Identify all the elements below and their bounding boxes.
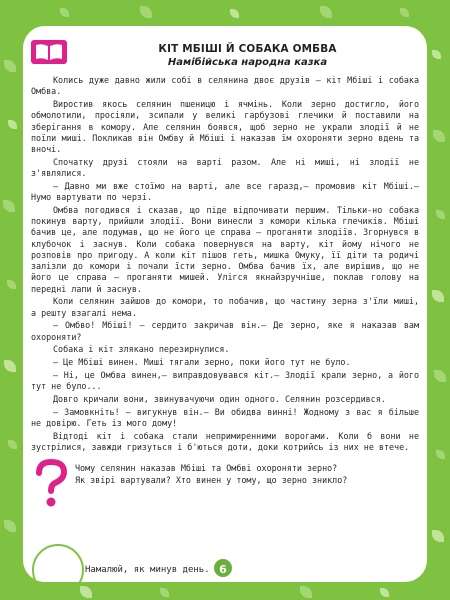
question-mark-icon [31, 459, 71, 509]
leaf-decoration [60, 8, 69, 17]
story-paragraph: Виростив якось селянин пшеницю і ячмінь. Коли зерно достигло, його обмолотили, просіяли, зсипали у великі гарбузові глечики й поставили на зберігання в комору. Але селянин боявся, щоб зерно не украли злодії й не поїли миші. Покликав він Омбву й Мбіші і наказав їм охороняти зерно вдень та вночі. [31, 99, 419, 154]
leaf-decoration [432, 530, 444, 542]
leaf-decoration [160, 588, 169, 597]
question-item: Чому селянин наказав Мбіші та Омбві охороняти зерно? [75, 463, 338, 473]
book-page [23, 26, 427, 582]
leaf-decoration [320, 6, 332, 18]
story-paragraph: — Замовкніть! — вигукнув він.— Ви обидва винні! Жодному з вас я більше не довірю. Геть із мого дому! [31, 406, 419, 428]
story-title: КІТ МБІШІ Й СОБАКА ОМБВА [158, 43, 337, 55]
story-subtitle: Намібійська народна казка [167, 57, 328, 68]
leaf-decoration [436, 210, 445, 219]
leaf-decoration [436, 450, 445, 459]
drawing-circle-icon [32, 544, 84, 582]
leaf-decoration [4, 520, 16, 532]
leaf-decoration [4, 360, 16, 372]
story-paragraph: Довго кричали вони, звинувачуючи один одного. Селянин розсердився. [53, 393, 386, 404]
question-item: Як звірі вартували? Хто винен у тому, що зерно зникло? [75, 475, 348, 485]
leaf-decoration [432, 50, 441, 59]
story-paragraph: Відтоді кіт і собака стали непримиренними ворогами. Коли б вони не зустрілися, завжди гризуться і б'ються доти, доки котрийсь із них не втече. [31, 430, 419, 452]
leaf-decoration [4, 60, 16, 72]
leaf-decoration [300, 586, 312, 598]
story-paragraph: — Омбво! Мбіші! — сердито закричав він.— Де зерно, яке я наказав вам охороняти? [31, 320, 419, 342]
leaf-decoration [400, 8, 409, 17]
story-paragraph: Коли селянин зайшов до комори, то побачив, що частину зерна з'їли миші, а решту взагалі нема. [31, 296, 419, 318]
story-paragraph: Собака і кіт злякано перезирнулися. [53, 344, 230, 355]
story-paragraph: Спочатку друзі стояли на варті разом. Але ні миші, ні злодії не з'являлися. [31, 156, 419, 178]
story-paragraph: — Ні, це Омбва винен,— виправдовувався кіт.— Злодії крали зерно, а його тут не було... [31, 369, 419, 391]
leaf-decoration [230, 9, 239, 18]
leaf-decoration [80, 586, 92, 598]
page-number: 6 [212, 557, 234, 579]
story-paragraph: — Це Мбіші винен. Миші тягали зерно, поки його тут не було. [53, 357, 351, 367]
story-paragraph: Колись дуже давно жили собі в селянина двоє друзів — кіт Мбіші і собака Омбва. [31, 75, 419, 97]
questions-block [75, 462, 420, 486]
story-paragraph: — Давно ми вже стоїмо на варті, але все гаразд,— промовив кіт Мбіші.— Нумо вартувати по черзі. [31, 180, 419, 202]
book-icon [31, 40, 67, 64]
leaf-decoration [3, 200, 15, 212]
leaf-decoration [432, 290, 444, 302]
leaf-decoration [8, 120, 17, 129]
leaf-decoration [433, 130, 445, 142]
drawing-task: Намалюй, як минув день. [85, 565, 210, 575]
leaf-decoration [7, 280, 16, 289]
leaf-decoration [8, 440, 17, 449]
leaf-decoration [434, 370, 446, 382]
story-paragraph: Омбва погодився і сказав, що піде відпочивати першим. Тільки-но собака покинув варту, прийшли злодії. Вони винесли з комори кілька глечиків. Мбіші бачив це, але подумав, що не його це справа — проганяти злодіїв. Згорнувся в клубочок і заснув. Коли собака повернувся на варту, кіт йому нічого не розповів про пригоду. А коли кіт пішов геть, мишка Омуку, її діти та родичі залізли до комори і почали їсти зерно. Омбва бачив їх, але вирішив, що не його це справа — проганяти мишей. Улігся якнайзручніше, поклав голову на передні лапи й заснув. [31, 204, 419, 294]
leaf-decoration [140, 6, 152, 18]
story-text [31, 75, 419, 455]
leaf-decoration [380, 588, 389, 597]
